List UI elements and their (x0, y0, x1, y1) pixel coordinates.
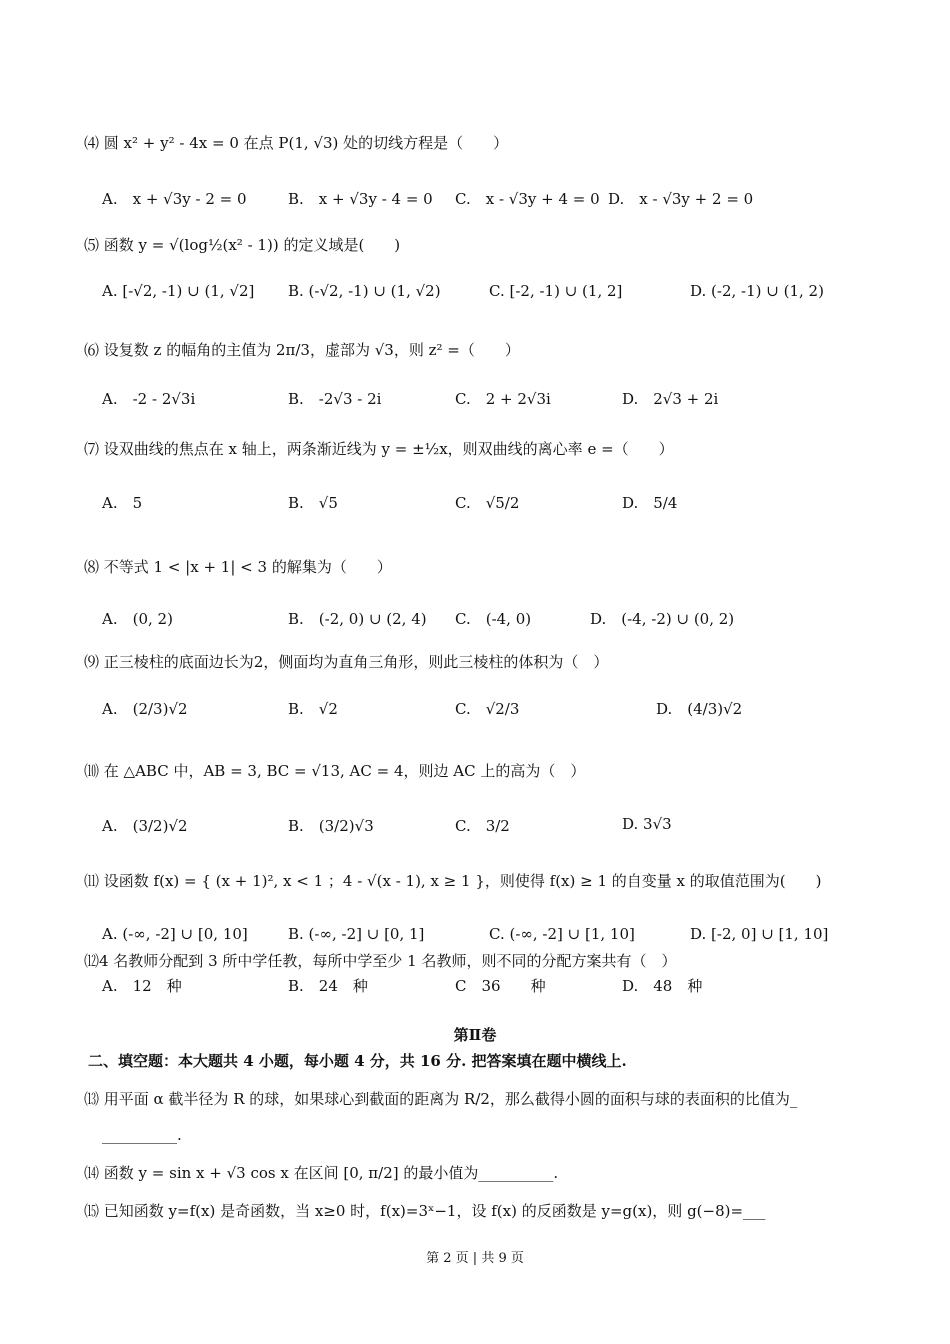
question-5-stem: ⑸ 函数 y = √(log½(x² - 1)) 的定义域是( ) (84, 236, 401, 254)
question-10-option-d: D. 3√3 (622, 815, 672, 833)
question-13-blank: __________. (102, 1126, 182, 1144)
question-7-stem: ⑺ 设双曲线的焦点在 x 轴上，两条渐近线为 y = ±½x，则双曲线的离心率 e =（ ） (84, 440, 674, 458)
question-6-option-c: C. 2 + 2√3i (455, 390, 551, 408)
question-6-stem: ⑹ 设复数 z 的幅角的主值为 2π/3，虚部为 √3，则 z² =（ ） (84, 341, 520, 359)
question-12-option-c: C 36 种 (455, 977, 546, 995)
question-12-stem: ⑿4 名教师分配到 3 所中学任教，每所中学至少 1 名教师，则不同的分配方案共有（ ） (84, 952, 677, 970)
question-4-option-c: C. x - √3y + 4 = 0 (455, 190, 600, 208)
question-15-stem: ⒂ 已知函数 y=f(x) 是奇函数，当 x≥0 时，f(x)=3ˣ−1，设 f(x) 的反函数是 y=g(x)，则 g(−8)=___ (84, 1202, 766, 1220)
question-7-option-a: A. 5 (102, 494, 143, 512)
question-9-option-a: A. (2/3)√2 (102, 700, 188, 718)
question-8-option-d: D. (-4, -2) ∪ (0, 2) (590, 610, 735, 628)
question-8-stem: ⑻ 不等式 1 < |x + 1| < 3 的解集为（ ） (84, 558, 392, 576)
question-5-option-d: D. (-2, -1) ∪ (1, 2) (690, 282, 824, 300)
question-11-option-d: D. [-2, 0] ∪ [1, 10] (690, 925, 829, 943)
question-11-option-b: B. (-∞, -2] ∪ [0, 1] (288, 925, 425, 943)
question-7-option-d: D. 5/4 (622, 494, 678, 512)
question-11-option-a: A. (-∞, -2] ∪ [0, 10] (102, 925, 248, 943)
question-4-stem: ⑷ 圆 x² + y² - 4x = 0 在点 P(1, √3) 处的切线方程是（ ） (84, 134, 509, 152)
question-10-option-a: A. (3/2)√2 (102, 817, 188, 835)
question-5-option-a: A. [-√2, -1) ∪ (1, √2] (102, 282, 255, 300)
question-9-option-d: D. (4/3)√2 (656, 700, 743, 718)
section-heading: 二、填空题：本大题共 4 小题，每小题 4 分，共 16 分. 把答案填在题中横线上. (88, 1052, 627, 1070)
page-footer: 第 2 页 | 共 9 页 (426, 1251, 524, 1266)
question-10-option-b: B. (3/2)√3 (288, 817, 374, 835)
question-5-option-c: C. [-2, -1) ∪ (1, 2] (489, 282, 623, 300)
question-5-option-b: B. (-√2, -1) ∪ (1, √2) (288, 282, 441, 300)
question-6-option-b: B. -2√3 - 2i (288, 390, 382, 408)
question-12-option-d: D. 48 种 (622, 977, 703, 995)
question-4-option-b: B. x + √3y - 4 = 0 (288, 190, 433, 208)
question-9-stem: ⑼ 正三棱柱的底面边长为2，侧面均为直角三角形，则此三棱柱的体积为（ ） (84, 653, 609, 671)
question-7-option-b: B. √5 (288, 494, 338, 512)
question-12-option-a: A. 12 种 (102, 977, 182, 995)
question-4-option-a: A. x + √3y - 2 = 0 (102, 190, 247, 208)
question-6-option-a: A. -2 - 2√3i (102, 390, 196, 408)
question-9-option-b: B. √2 (288, 700, 338, 718)
question-7-option-c: C. √5/2 (455, 494, 520, 512)
question-11-option-c: C. (-∞, -2] ∪ [1, 10] (489, 925, 635, 943)
question-6-option-d: D. 2√3 + 2i (622, 390, 719, 408)
question-14-stem: ⒁ 函数 y = sin x + √3 cos x 在区间 [0, π/2] 的最小值为__________. (84, 1164, 559, 1182)
question-10-stem: ⑽ 在 △ABC 中，AB = 3, BC = √13, AC = 4，则边 AC 上的高为（ ） (84, 762, 586, 780)
question-8-option-a: A. (0, 2) (102, 610, 173, 628)
question-8-option-b: B. (-2, 0) ∪ (2, 4) (288, 610, 427, 628)
question-13-stem: ⒀ 用平面 α 截半径为 R 的球，如果球心到截面的距离为 R/2，那么截得小圆的面积与球的表面积的比值为_ (84, 1090, 798, 1108)
question-11-stem: ⑾ 设函数 f(x) = { (x + 1)², x < 1 ；4 - √(x - 1), x ≥ 1 }，则使得 f(x) ≥ 1 的自变量 x 的取值范围为( ) (84, 872, 822, 890)
question-4-option-d: D. x - √3y + 2 = 0 (608, 190, 754, 208)
question-10-option-c: C. 3/2 (455, 817, 510, 835)
question-9-option-c: C. √2/3 (455, 700, 520, 718)
question-8-option-c: C. (-4, 0) (455, 610, 532, 628)
question-12-option-b: B. 24 种 (288, 977, 368, 995)
section-title: 第Ⅱ卷 (453, 1026, 497, 1044)
